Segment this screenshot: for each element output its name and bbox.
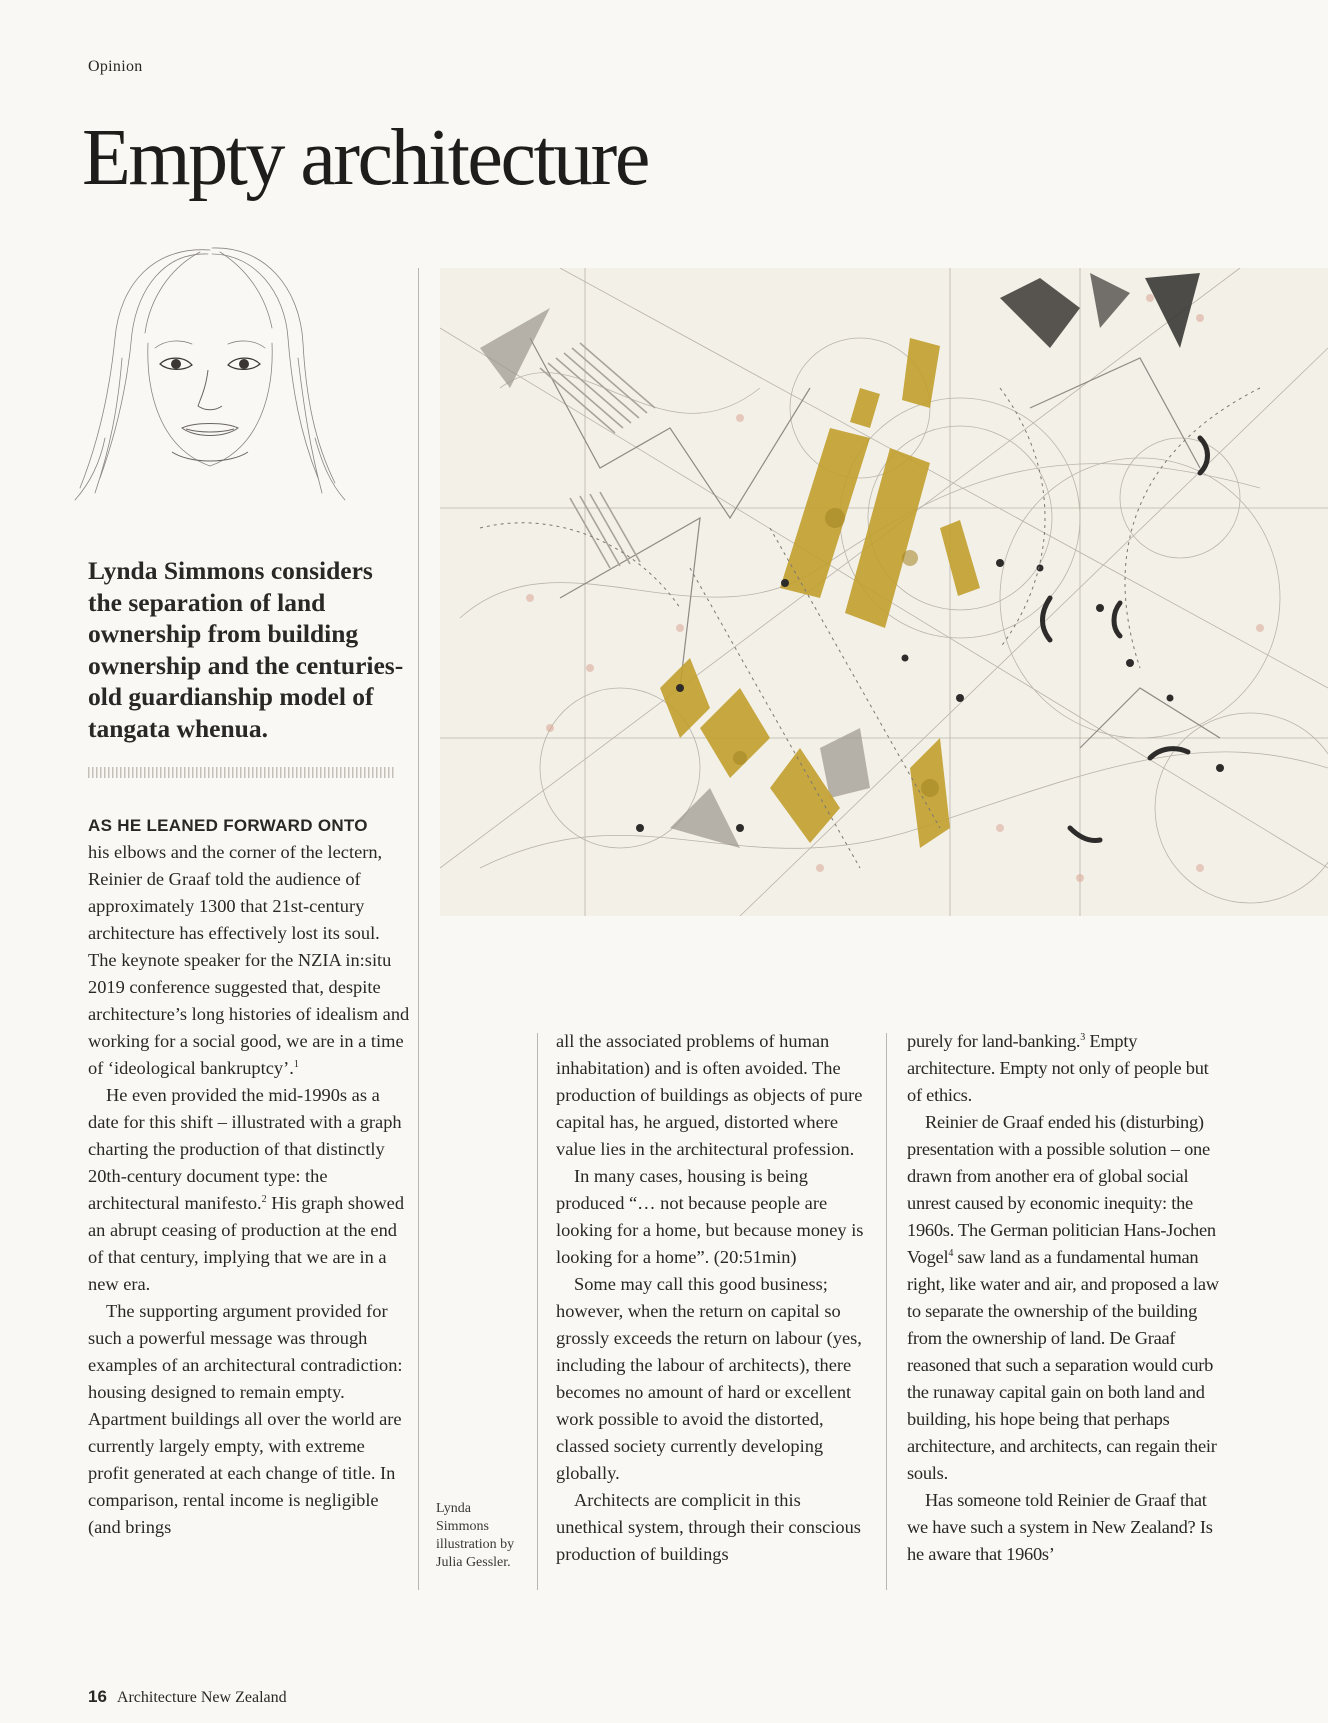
paragraph: Architects are complicit in this unethical system, through their conscious production of buildings [556,1490,861,1564]
footnote-ref: 1 [293,1058,299,1070]
page-number: 16 [88,1687,107,1706]
hero-illustration [440,268,1328,916]
lead-in: AS HE LEANED FORWARD ONTO [88,816,368,835]
paragraph: purely for land-banking.$^3$ Empty architecture. Empty not only of people but of ethics. [907,1031,1209,1105]
paragraph: Reinier de Graaf ended his (disturbing) presentation with a possible solution – one drawn from another era of global social unrest caused by economic inequity: the 1960s. The German politician Hans-Jochen Vogel$^4$ saw land as a fundamental human right, like water and air, and proposed a law to separate the ownership of the building from the ownership of land. De Graaf reasoned that such a separation would curb the runaway capital gain on both land and building, his hope being that perhaps architecture, and architects, can regain their souls. [907,1112,1219,1483]
paragraph: He even provided the mid-1990s as a date for this shift – illustrated with a graph charting the production of that distinctly 20th-century document type: the architectural manifesto.$^2$ His graph showed an abrupt ceasing of production at the end of that century, implying that we are in a new era. [88,1085,405,1294]
article-column-2 [556,1028,868,1568]
decorative-divider [88,767,396,778]
publication-name: Architecture New Zealand [116,1689,287,1706]
paragraph: his elbows and the corner of the lectern, Reinier de Graaf told the audience of approximately 1300 that 21st-century architecture has effectively lost its soul. The keynote speaker for the NZIA in:situ 2019 conference suggested that, despite architecture’s long histories of idealism and working for a social good, we are in a time of ‘ideological bankruptcy’.$^1$ [88,842,410,1078]
paragraph: Has someone told Reinier de Graaf that we have such a system in New Zealand? Is he aware that 1960s’ [907,1490,1213,1564]
article-column-3 [907,1028,1222,1568]
paragraph: In many cases, housing is being produced “… not because people are looking for a home, but because money is looking for a home”. (20:51min) [556,1166,864,1267]
paragraph: The supporting argument provided for such a powerful message was through examples of an architectural contradiction: housing designed to remain empty. Apartment buildings all over the world are currently largely empty, with extreme profit generated at each change of title. In comparison, rental income is negligible (and brings [88,1301,403,1537]
page-footer [88,1687,287,1707]
footnote-ref: 3 [1080,1031,1086,1043]
page-title: Empty architecture [82,114,648,202]
column-rule [886,1033,887,1590]
image-caption: Lynda Simmons illustration by Julia Gessler. [436,1501,515,1570]
section-label: Opinion [88,58,143,75]
author-portrait [60,238,360,528]
column-rule [418,268,419,1590]
paragraph: all the associated problems of human inhabitation) and is often avoided. The production of buildings as objects of pure capital has, he argued, distorted where value lies in the architectural profession. [556,1031,863,1159]
paragraph: Some may call this good business; however, when the return on capital so grossly exceeds the return on labour (yes, including the labour of architects), there becomes no amount of hard or excellent work possible to avoid the distorted, classed society currently developing globally. [556,1274,862,1483]
standfirst: Lynda Simmons considers the separation of land ownership from building ownership and the centuries-old guardianship model of tangata whenua. [88,556,404,743]
footnote-ref: 2 [261,1193,267,1205]
article-column-1 [88,812,410,1541]
column-rule [537,1033,538,1590]
footnote-ref: 4 [948,1247,954,1259]
